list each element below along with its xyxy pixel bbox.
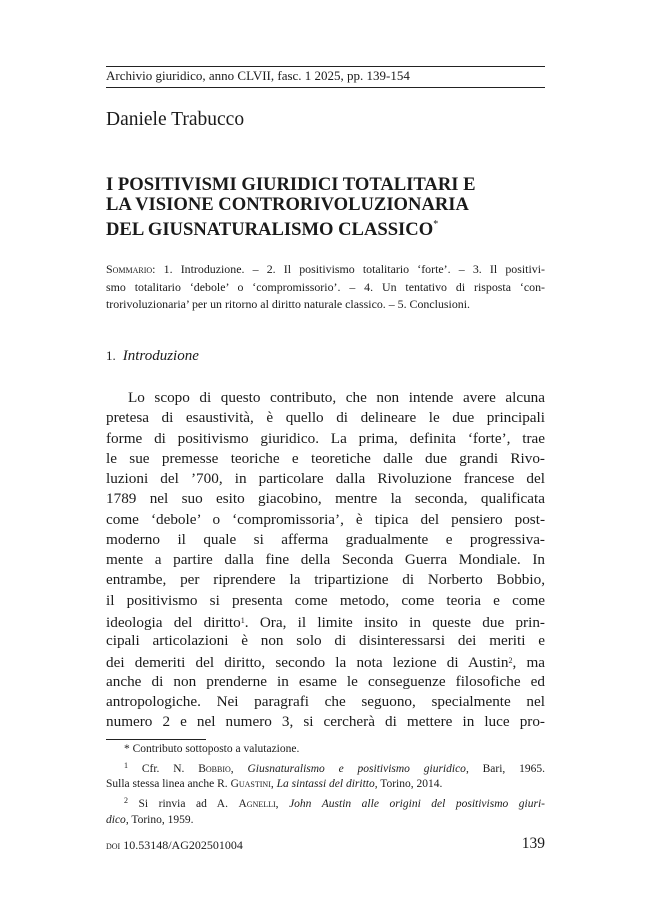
body-line: anche di non prenderne in esame le conseguenze filosofiche ed (106, 672, 545, 690)
footnotes (106, 742, 545, 829)
footnote-ref-1[interactable]: 1 (240, 615, 245, 625)
author-name: Daniele Trabucco (106, 109, 245, 130)
body-line: come ‘debole’ o ‘compromissoria’, è tipica del pensiero post- (106, 510, 545, 528)
article-title (106, 175, 545, 240)
header-bottom-rule (106, 87, 545, 88)
summary (106, 261, 545, 314)
footnote-star: * Contributo sottoposto a valutazione. (124, 743, 300, 755)
body-line: pretesa di esaustività, è quello di delineare le due principali (106, 409, 545, 427)
footnote-rule (106, 739, 206, 740)
footnote-1-cont: Sulla stessa linea anche R. Guastini, La sintassi del diritto, Torino, 2014. (106, 778, 443, 791)
title-line: I POSITIVISMI GIURIDICI TOTALITARI E (106, 174, 476, 195)
body-line: entrambe, per riprendere la tripartizione di Norberto Bobbio, (106, 571, 545, 589)
body-line: moderno il quale si afferma gradualmente e progressiva- (106, 530, 545, 548)
footnote-ref-2[interactable]: 2 (508, 656, 513, 666)
footnote-2-cont: dico, Torino, 1959. (106, 813, 194, 826)
summary-line: trorivoluzionaria’ per un ritorno al diritto naturale classico. – 5. Conclusioni. (106, 297, 470, 311)
body-line: antropologiche. Nei paragrafi che seguono, specialmente nel (106, 692, 545, 710)
section-title: Introduzione (122, 348, 199, 364)
body-line: 1789 nel suo esito giacobino, mentre la seconda, qualificata (106, 490, 545, 508)
footnote-2: $^2$ Si rinvia ad A. Agnelli, John Austin alle origini del positivismo giuri- (124, 796, 545, 811)
body-line: forme di positivismo giuridico. La prima, definita ‘forte’, trae (106, 429, 545, 447)
body-line: Lo scopo di questo contributo, che non intende avere alcuna (128, 389, 545, 406)
page-number: 139 (521, 835, 545, 852)
doi: doi 10.53148/AG202501004 (106, 838, 243, 852)
summary-line: smo totalitario ‘debole’ o ‘compromissorio’. – 4. Un tentativo di risposta ‘con- (106, 279, 545, 294)
body-line: dei demeriti del diritto, secondo la nota lezione di Austin$^2$, ma (106, 654, 545, 672)
footnote-1: $^1$ Cfr. N. Bobbio, Giusnaturalismo e positivismo giuridico, Bari, 1965. (124, 760, 546, 775)
body-line: numero 2 e nel numero 3, si cercherà di mettere in luce pro- (106, 713, 545, 730)
body-paragraph (106, 388, 545, 732)
section-number: 1. (106, 348, 116, 363)
title-line: DEL GIUSNATURALISMO CLASSICO* (106, 219, 439, 240)
body-line: cipali articolazioni è non solo di disinteressarsi dei meriti e (106, 632, 545, 649)
body-line: il positivismo si presenta come metodo, come teoria e come (106, 591, 545, 609)
title-line: LA VISIONE CONTRORIVOLUZIONARIA (106, 194, 469, 215)
header-top-rule (106, 66, 545, 67)
body-line: mente a partire dalla fine della Seconda Guerra Mondiale. In (106, 551, 545, 568)
title-footnote-mark: * (433, 219, 439, 230)
body-line: ideologia del diritto$^1$. Ora, il limite insito in queste due prin- (106, 613, 545, 631)
body-line: luzioni del ’700, in particolare dalla Rivoluzione francese del (106, 470, 545, 487)
journal-citation: Archivio giuridico, anno CLVII, fasc. 1 2025, pp. 139-154 (106, 68, 410, 83)
section-heading (106, 348, 199, 365)
summary-label: Sommario: (106, 262, 156, 276)
summary-line: Sommario: 1. Introduzione. – 2. Il positivismo totalitario ‘forte’. – 3. Il positivi- (106, 262, 545, 276)
body-line: le sue premesse teoriche e teoretiche dalle due grandi Rivo- (106, 449, 545, 467)
